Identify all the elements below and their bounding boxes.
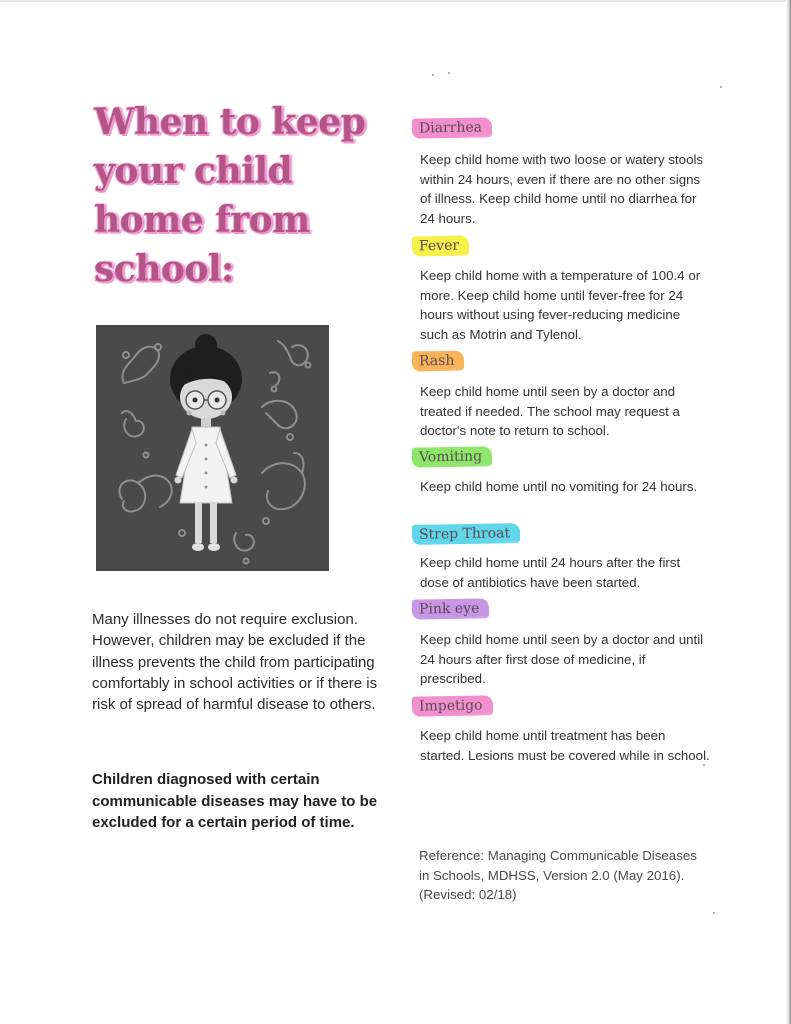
stethoscope-icon [270,372,279,391]
scan-speck [448,72,450,74]
condition-description-diarrhea: Keep child home with two loose or watery stools within 24 hours, even if there are no other signs of illness. Keep child home until no diarrhea for 24 hours. [420,152,704,226]
stethoscope-icon [234,533,254,564]
stethoscope-icon [119,476,185,536]
title-line: school: [94,248,234,290]
condition-description-impetigo: Keep child home until treatment has been started. Lesions must be covered while in school. [420,728,710,763]
illustration-art [96,325,329,571]
reference-note: Reference: Managing Communicable Diseases in Schools, MDHSS, Version 2.0 (May 2016). (Revised: 02/18) [419,848,697,903]
stethoscope-icon [278,341,311,368]
scan-speck [432,74,434,76]
scan-speck [713,912,715,914]
condition-description-strep-throat: Keep child home until 24 hours after the first dose of antibiotics have been started. [420,555,681,590]
doctor-icon [170,334,242,551]
page-top-edge [0,0,791,2]
stethoscope-icon [122,344,161,383]
title-line: your child [94,150,293,192]
title-line: home from [94,199,310,241]
condition-heading-diarrhea: Diarrhea [412,117,492,138]
page-title [94,98,394,294]
page-right-edge-shadow [786,0,791,1024]
condition-heading-strep-throat: Strep Throat [412,523,520,545]
condition-heading-fever: Fever [412,236,469,257]
doctor-illustration [96,325,329,571]
emphasis-paragraph: Children diagnosed with certain communicable diseases may have to be excluded for a certain period of time. [92,771,378,832]
condition-heading-rash: Rash [412,351,465,372]
condition-heading-pink-eye: Pink eye [412,598,490,619]
condition-description-pink-eye: Keep child home until seen by a doctor and until 24 hours after first dose of medicine, if prescribed. [420,632,704,686]
condition-description-fever: Keep child home with a temperature of 100.4 or more. Keep child home until fever-free for 24 hours without using fever-reducing medicine such as Motrin and Tylenol. [420,268,701,342]
condition-heading-vomiting: Vomiting [412,446,492,467]
title-line: When to keep [94,101,366,143]
intro-paragraph: Many illnesses do not require exclusion. However, children may be excluded if the illness prevents the child from participating comfortably in school activities or if there is risk of spread of harmful disease to others. [92,611,378,714]
scan-speck [703,764,705,766]
stethoscope-icon [122,411,149,457]
stethoscope-icon [262,401,297,440]
scan-speck [720,86,722,88]
stethoscope-icon [262,453,305,524]
condition-description-rash: Keep child home until seen by a doctor and treated if needed. The school may request a doctor's note to return to school. [420,384,680,438]
condition-description-vomiting: Keep child home until no vomiting for 24 hours. [420,479,698,494]
condition-heading-impetigo: Impetigo [412,695,493,716]
